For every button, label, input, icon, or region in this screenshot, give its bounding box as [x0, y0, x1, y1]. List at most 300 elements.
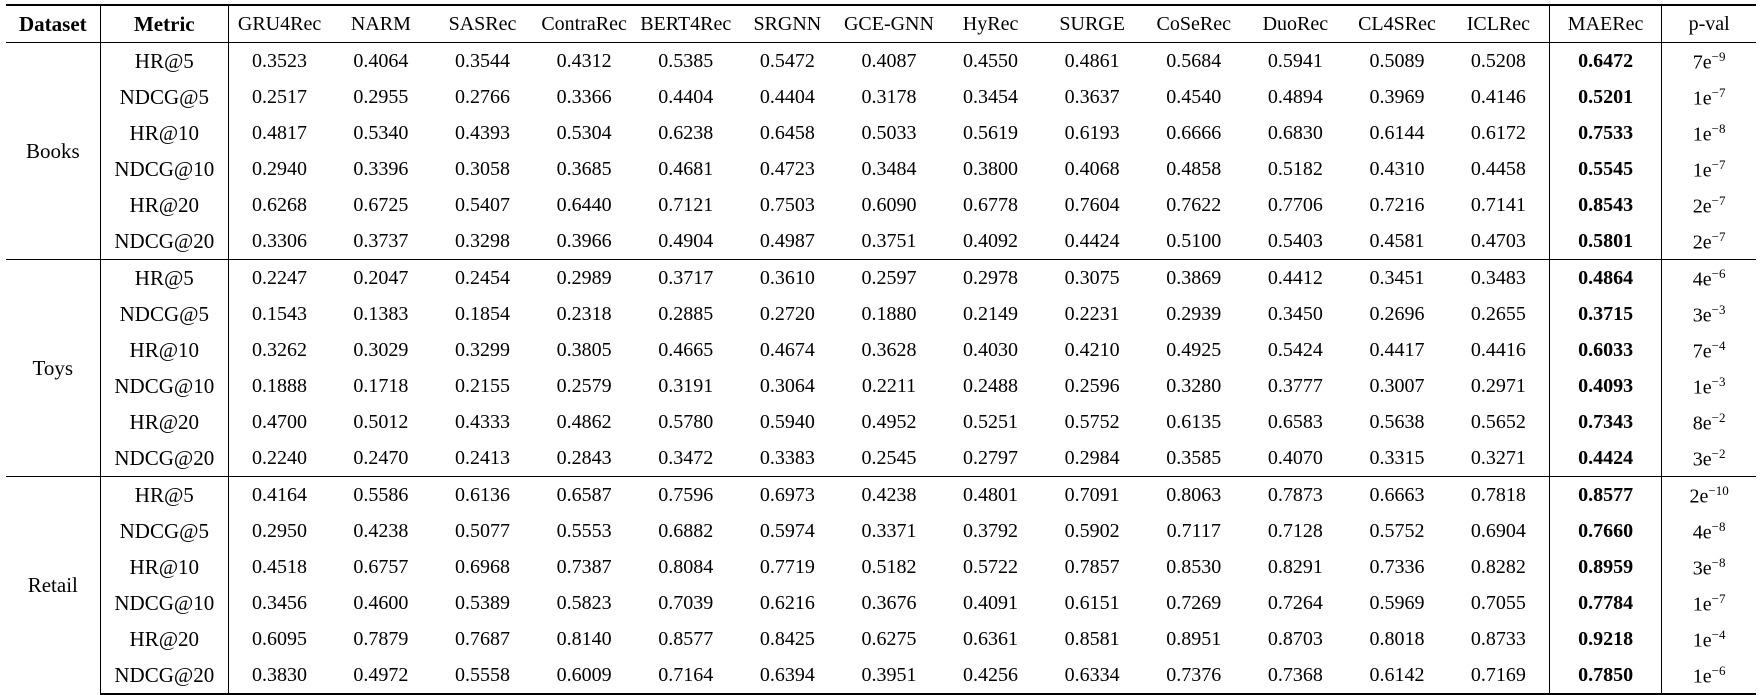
pvalue-exponent: −6: [1711, 265, 1726, 281]
value-cell: 0.5619: [963, 122, 1019, 144]
pvalue-exponent: −7: [1711, 156, 1726, 172]
value-cell: 0.4987: [759, 230, 815, 252]
value-cell: 0.2231: [1064, 303, 1120, 325]
value-cell: 0.5472: [759, 50, 815, 72]
value-cell: 0.3523: [252, 50, 308, 72]
table-row: [6, 549, 1756, 585]
value-cell: 0.5033: [861, 122, 917, 144]
value-cell: 0.2454: [432, 260, 534, 297]
value-cell: 0.6172: [1448, 115, 1550, 151]
pvalue-cell: [1662, 585, 1756, 621]
value-cell: 0.4238: [353, 520, 409, 542]
value-cell: 0.4238: [838, 477, 940, 514]
table-row: [6, 79, 1756, 115]
value-cell: 0.6778: [963, 194, 1019, 216]
value-cell: 0.4256: [940, 657, 1042, 694]
value-cell: 0.5089: [1369, 50, 1425, 72]
value-cell: 0.4092: [963, 230, 1019, 252]
value-cell: 0.3805: [556, 339, 612, 361]
value-cell: 0.7376: [1143, 657, 1245, 694]
pvalue-cell: [1662, 368, 1756, 404]
table-row: [6, 368, 1756, 404]
value-cell: 0.6090: [861, 194, 917, 216]
pvalue-cell: [1662, 260, 1756, 297]
value-cell: 0.7216: [1369, 194, 1425, 216]
pvalue-exponent: −6: [1711, 662, 1726, 678]
pvalue-exponent: −2: [1711, 445, 1726, 461]
value-cell: 0.5424: [1267, 339, 1323, 361]
value-cell: 0.2955: [353, 86, 409, 108]
value-cell: 0.7706: [1267, 194, 1323, 216]
best-value-cell: 0.5801: [1549, 223, 1661, 260]
value-cell: 0.4210: [1064, 339, 1120, 361]
value-cell: 0.2984: [1064, 447, 1120, 469]
column-header-model-10: DuoRec: [1245, 5, 1347, 43]
value-cell: 0.7622: [1166, 194, 1222, 216]
value-cell: 0.7169: [1448, 657, 1550, 694]
value-cell: 0.8282: [1448, 549, 1550, 585]
value-cell: 0.3676: [861, 592, 917, 614]
pvalue-exponent: −10: [1708, 482, 1729, 498]
value-cell: 0.5974: [759, 520, 815, 542]
value-cell: 0.3685: [556, 158, 612, 180]
pvalue-mantissa: 2e: [1692, 195, 1712, 218]
value-cell: 0.6973: [737, 477, 839, 514]
value-cell: 0.8425: [759, 628, 815, 650]
value-cell: 0.2720: [759, 303, 815, 325]
value-cell: 0.4858: [1166, 158, 1222, 180]
value-cell: 0.5941: [1267, 50, 1323, 72]
table-row: [6, 115, 1756, 151]
pvalue-exponent: −9: [1711, 48, 1726, 64]
value-cell: 0.7368: [1245, 657, 1347, 694]
value-cell: 0.7687: [455, 628, 510, 650]
value-cell: 0.3610: [737, 260, 839, 297]
value-cell: 0.4681: [658, 158, 714, 180]
best-value-cell: 0.3715: [1549, 296, 1661, 332]
value-cell: 0.5684: [1166, 50, 1222, 72]
pvalue-cell: [1662, 43, 1756, 80]
column-header-model-11: CL4SRec: [1346, 5, 1448, 43]
value-cell: 0.6394: [737, 657, 839, 694]
value-cell: 0.3544: [455, 50, 510, 72]
best-value-cell: 0.5201: [1549, 79, 1661, 115]
value-cell: 0.4700: [252, 411, 308, 433]
value-cell: 0.3472: [658, 447, 714, 469]
value-cell: 0.4801: [940, 477, 1042, 514]
value-cell: 0.1543: [252, 303, 308, 325]
header-row: [6, 5, 1756, 43]
pvalue-cell: [1662, 115, 1756, 151]
value-cell: 0.4925: [1166, 339, 1222, 361]
table-head: [6, 5, 1756, 43]
value-cell: 0.5969: [1369, 592, 1425, 614]
metric-label: NDCG@5: [100, 513, 228, 549]
best-value-cell: 0.7784: [1549, 585, 1661, 621]
column-header-metric: Metric: [100, 5, 228, 43]
value-cell: 0.5940: [759, 411, 815, 433]
value-cell: 0.3751: [861, 230, 917, 252]
best-value-cell: 0.4093: [1549, 368, 1661, 404]
table-row: [6, 151, 1756, 187]
value-cell: 0.3585: [1166, 447, 1222, 469]
column-header-pvalue: p-val: [1662, 5, 1756, 43]
pvalue-exponent: −4: [1711, 626, 1726, 642]
pvalue-cell: [1662, 657, 1756, 694]
value-cell: 0.5652: [1448, 404, 1550, 440]
value-cell: 0.6136: [432, 477, 534, 514]
value-cell: 0.7264: [1267, 592, 1323, 614]
value-cell: 0.5403: [1267, 230, 1323, 252]
value-cell: 0.5752: [1369, 520, 1425, 542]
value-cell: 0.5823: [556, 592, 612, 614]
value-cell: 0.6458: [759, 122, 815, 144]
value-cell: 0.3484: [861, 158, 917, 180]
value-cell: 0.6144: [1369, 122, 1425, 144]
pvalue-exponent: −3: [1711, 301, 1726, 317]
value-cell: 0.4070: [1267, 447, 1323, 469]
value-cell: 0.2517: [252, 86, 308, 108]
column-header-model-2: SASRec: [432, 5, 534, 43]
table-row: [6, 477, 1756, 514]
value-cell: 0.1854: [455, 303, 510, 325]
value-cell: 0.3007: [1369, 375, 1425, 397]
value-cell: 0.2843: [556, 447, 612, 469]
value-cell: 0.6666: [1166, 122, 1222, 144]
value-cell: 0.3058: [455, 158, 510, 180]
value-cell: 0.6587: [533, 477, 635, 514]
pvalue-cell: [1662, 513, 1756, 549]
value-cell: 0.2939: [1166, 303, 1222, 325]
value-cell: 0.7055: [1448, 585, 1550, 621]
dataset-label-books: Books: [6, 43, 100, 260]
value-cell: 0.2240: [252, 447, 308, 469]
value-cell: 0.2885: [658, 303, 714, 325]
value-cell: 0.8291: [1267, 556, 1323, 578]
value-cell: 0.7141: [1448, 187, 1550, 223]
value-cell: 0.2149: [963, 303, 1019, 325]
metric-label: NDCG@20: [100, 223, 228, 260]
value-cell: 0.3396: [353, 158, 409, 180]
metric-label: HR@10: [100, 115, 228, 151]
value-cell: 0.3830: [228, 657, 330, 694]
value-cell: 0.5012: [353, 411, 409, 433]
value-cell: 0.3456: [252, 592, 308, 614]
pvalue-exponent: −7: [1711, 192, 1726, 208]
column-header-model-0: GRU4Rec: [228, 5, 330, 43]
value-cell: 0.1718: [353, 375, 409, 397]
value-cell: 0.4068: [1064, 158, 1120, 180]
value-cell: 0.7164: [635, 657, 737, 694]
metric-label: NDCG@10: [100, 151, 228, 187]
pvalue-mantissa: 1e: [1692, 87, 1712, 110]
table-row: [6, 260, 1756, 297]
value-cell: 0.3451: [1346, 260, 1448, 297]
value-cell: 0.4404: [759, 86, 815, 108]
value-cell: 0.4424: [1064, 230, 1120, 252]
column-header-dataset: Dataset: [6, 5, 100, 43]
best-value-cell: 0.7533: [1549, 115, 1661, 151]
value-cell: 0.7596: [635, 477, 737, 514]
value-cell: 0.8577: [658, 628, 714, 650]
pvalue-cell: [1662, 296, 1756, 332]
value-cell: 0.8703: [1267, 628, 1323, 650]
value-cell: 0.7879: [353, 628, 409, 650]
value-cell: 0.7269: [1166, 592, 1222, 614]
table-row: [6, 187, 1756, 223]
value-cell: 0.3271: [1448, 440, 1550, 477]
value-cell: 0.7336: [1369, 556, 1425, 578]
value-cell: 0.6151: [1064, 592, 1120, 614]
value-cell: 0.6238: [658, 122, 714, 144]
table-body: [6, 43, 1756, 695]
value-cell: 0.5077: [455, 520, 510, 542]
table-row: [6, 513, 1756, 549]
pvalue-cell: [1662, 332, 1756, 368]
value-cell: 0.4723: [759, 158, 815, 180]
value-cell: 0.8084: [658, 556, 714, 578]
value-cell: 0.7091: [1041, 477, 1143, 514]
pvalue-cell: [1662, 440, 1756, 477]
value-cell: 0.3800: [963, 158, 1019, 180]
value-cell: 0.5385: [658, 50, 714, 72]
value-cell: 0.4518: [252, 556, 308, 578]
pvalue-cell: [1662, 621, 1756, 657]
best-value-cell: 0.8543: [1549, 187, 1661, 223]
value-cell: 0.5902: [1064, 520, 1120, 542]
value-cell: 0.3029: [353, 339, 409, 361]
pvalue-exponent: −8: [1711, 518, 1726, 534]
table-row: [6, 585, 1756, 621]
value-cell: 0.4064: [353, 50, 409, 72]
pvalue-mantissa: 1e: [1692, 123, 1712, 146]
pvalue-cell: [1662, 404, 1756, 440]
value-cell: 0.4458: [1448, 151, 1550, 187]
column-header-model-12: ICLRec: [1448, 5, 1550, 43]
value-cell: 0.8733: [1448, 621, 1550, 657]
value-cell: 0.6275: [861, 628, 917, 650]
column-header-model-4: BERT4Rec: [635, 5, 737, 43]
value-cell: 0.7121: [658, 194, 714, 216]
value-cell: 0.6830: [1267, 122, 1323, 144]
value-cell: 0.3298: [455, 230, 510, 252]
column-header-model-7: HyRec: [940, 5, 1042, 43]
value-cell: 0.6904: [1448, 513, 1550, 549]
metric-label: HR@20: [100, 621, 228, 657]
value-cell: 0.3366: [556, 86, 612, 108]
value-cell: 0.4862: [556, 411, 612, 433]
table-row: [6, 440, 1756, 477]
pvalue-mantissa: 7e: [1692, 340, 1712, 363]
metric-label: NDCG@10: [100, 585, 228, 621]
best-value-cell: 0.9218: [1549, 621, 1661, 657]
value-cell: 0.3777: [1267, 375, 1323, 397]
value-cell: 0.3966: [556, 230, 612, 252]
value-cell: 0.3951: [838, 657, 940, 694]
value-cell: 0.3637: [1064, 86, 1120, 108]
pvalue-mantissa: 4e: [1692, 521, 1712, 544]
metric-label: NDCG@20: [100, 657, 228, 694]
value-cell: 0.4146: [1448, 79, 1550, 115]
table-row: [6, 296, 1756, 332]
value-cell: 0.2318: [556, 303, 612, 325]
metric-label: HR@20: [100, 187, 228, 223]
pvalue-cell: [1662, 549, 1756, 585]
value-cell: 0.4550: [963, 50, 1019, 72]
value-cell: 0.5208: [1448, 43, 1550, 80]
pvalue-cell: [1662, 223, 1756, 260]
value-cell: 0.6095: [252, 628, 308, 650]
dataset-label-retail: Retail: [6, 477, 100, 695]
table-row: [6, 621, 1756, 657]
value-cell: 0.7818: [1448, 477, 1550, 514]
value-cell: 0.6882: [658, 520, 714, 542]
value-cell: 0.4312: [556, 50, 612, 72]
value-cell: 0.4894: [1267, 86, 1323, 108]
value-cell: 0.5780: [658, 411, 714, 433]
pvalue-cell: [1662, 151, 1756, 187]
value-cell: 0.4333: [455, 411, 510, 433]
metric-label: HR@10: [100, 549, 228, 585]
value-cell: 0.3869: [1143, 260, 1245, 297]
pvalue-cell: [1662, 79, 1756, 115]
value-cell: 0.2696: [1369, 303, 1425, 325]
value-cell: 0.4310: [1369, 158, 1425, 180]
value-cell: 0.7117: [1166, 520, 1221, 542]
results-table: [6, 4, 1756, 695]
metric-label: HR@5: [100, 477, 228, 514]
pvalue-exponent: −2: [1711, 409, 1726, 425]
pvalue-mantissa: 1e: [1692, 159, 1712, 182]
pvalue-mantissa: 8e: [1692, 412, 1712, 435]
pvalue-mantissa: 1e: [1692, 629, 1712, 652]
value-cell: 0.3064: [759, 375, 815, 397]
pvalue-mantissa: 4e: [1692, 268, 1712, 291]
pvalue-mantissa: 3e: [1692, 304, 1712, 327]
value-cell: 0.3383: [759, 447, 815, 469]
value-cell: 0.5100: [1166, 230, 1222, 252]
value-cell: 0.6725: [353, 194, 409, 216]
best-value-cell: 0.5545: [1549, 151, 1661, 187]
pvalue-cell: [1662, 477, 1756, 514]
value-cell: 0.4674: [759, 339, 815, 361]
column-header-model-9: CoSeRec: [1143, 5, 1245, 43]
value-cell: 0.6663: [1346, 477, 1448, 514]
value-cell: 0.4665: [658, 339, 714, 361]
value-cell: 0.7719: [759, 556, 815, 578]
value-cell: 0.3969: [1369, 86, 1425, 108]
best-value-cell: 0.6033: [1549, 332, 1661, 368]
value-cell: 0.7128: [1267, 520, 1323, 542]
value-cell: 0.3178: [861, 86, 917, 108]
value-cell: 0.6583: [1267, 411, 1323, 433]
value-cell: 0.5586: [330, 477, 432, 514]
value-cell: 0.2579: [556, 375, 612, 397]
value-cell: 0.3717: [635, 260, 737, 297]
column-header-best-model: MAERec: [1549, 5, 1661, 43]
column-header-model-3: ContraRec: [533, 5, 635, 43]
best-value-cell: 0.7343: [1549, 404, 1661, 440]
table-row: [6, 43, 1756, 80]
metric-label: HR@10: [100, 332, 228, 368]
pvalue-cell: [1662, 187, 1756, 223]
pvalue-mantissa: 2e: [1692, 231, 1712, 254]
value-cell: 0.8018: [1369, 628, 1425, 650]
metric-label: NDCG@20: [100, 440, 228, 477]
value-cell: 0.8530: [1166, 556, 1222, 578]
value-cell: 0.4404: [658, 86, 714, 108]
value-cell: 0.1888: [252, 375, 308, 397]
value-cell: 0.3483: [1448, 260, 1550, 297]
value-cell: 0.4904: [658, 230, 714, 252]
pvalue-exponent: −3: [1711, 373, 1726, 389]
value-cell: 0.3191: [658, 375, 714, 397]
value-cell: 0.7039: [658, 592, 714, 614]
value-cell: 0.6757: [353, 556, 409, 578]
value-cell: 0.4817: [252, 122, 308, 144]
value-cell: 0.4087: [861, 50, 917, 72]
value-cell: 0.5251: [963, 411, 1019, 433]
column-header-model-8: SURGE: [1041, 5, 1143, 43]
table-row: [6, 223, 1756, 260]
value-cell: 0.7604: [1064, 194, 1120, 216]
value-cell: 0.2470: [353, 447, 409, 469]
pvalue-exponent: −7: [1711, 228, 1726, 244]
table-row: [6, 404, 1756, 440]
value-cell: 0.4417: [1369, 339, 1425, 361]
column-header-model-5: SRGNN: [737, 5, 839, 43]
value-cell: 0.5407: [455, 194, 510, 216]
value-cell: 0.3792: [963, 520, 1019, 542]
value-cell: 0.6334: [1041, 657, 1143, 694]
value-cell: 0.8140: [556, 628, 612, 650]
pvalue-exponent: −7: [1711, 590, 1726, 606]
value-cell: 0.3371: [861, 520, 917, 542]
best-value-cell: 0.8959: [1549, 549, 1661, 585]
pvalue-exponent: −8: [1711, 120, 1726, 136]
value-cell: 0.2989: [533, 260, 635, 297]
value-cell: 0.3450: [1267, 303, 1323, 325]
value-cell: 0.2971: [1448, 368, 1550, 404]
column-header-model-6: GCE-GNN: [838, 5, 940, 43]
pvalue-mantissa: 3e: [1692, 448, 1712, 471]
value-cell: 0.4393: [455, 122, 510, 144]
pvalue-mantissa: 1e: [1692, 376, 1712, 399]
column-header-model-1: NARM: [330, 5, 432, 43]
table-row: [6, 332, 1756, 368]
value-cell: 0.2488: [963, 375, 1019, 397]
metric-label: NDCG@10: [100, 368, 228, 404]
value-cell: 0.3628: [861, 339, 917, 361]
value-cell: 0.4703: [1448, 223, 1550, 260]
best-value-cell: 0.7850: [1549, 657, 1661, 694]
value-cell: 0.8581: [1064, 628, 1120, 650]
value-cell: 0.2978: [940, 260, 1042, 297]
value-cell: 0.6009: [533, 657, 635, 694]
value-cell: 0.8951: [1166, 628, 1222, 650]
value-cell: 0.6193: [1064, 122, 1120, 144]
metric-label: HR@5: [100, 43, 228, 80]
value-cell: 0.3075: [1041, 260, 1143, 297]
best-value-cell: 0.6472: [1549, 43, 1661, 80]
value-cell: 0.5340: [353, 122, 409, 144]
value-cell: 0.4952: [861, 411, 917, 433]
metric-label: NDCG@5: [100, 79, 228, 115]
value-cell: 0.3737: [353, 230, 409, 252]
value-cell: 0.5182: [1267, 158, 1323, 180]
value-cell: 0.2596: [1064, 375, 1120, 397]
value-cell: 0.2766: [455, 86, 510, 108]
